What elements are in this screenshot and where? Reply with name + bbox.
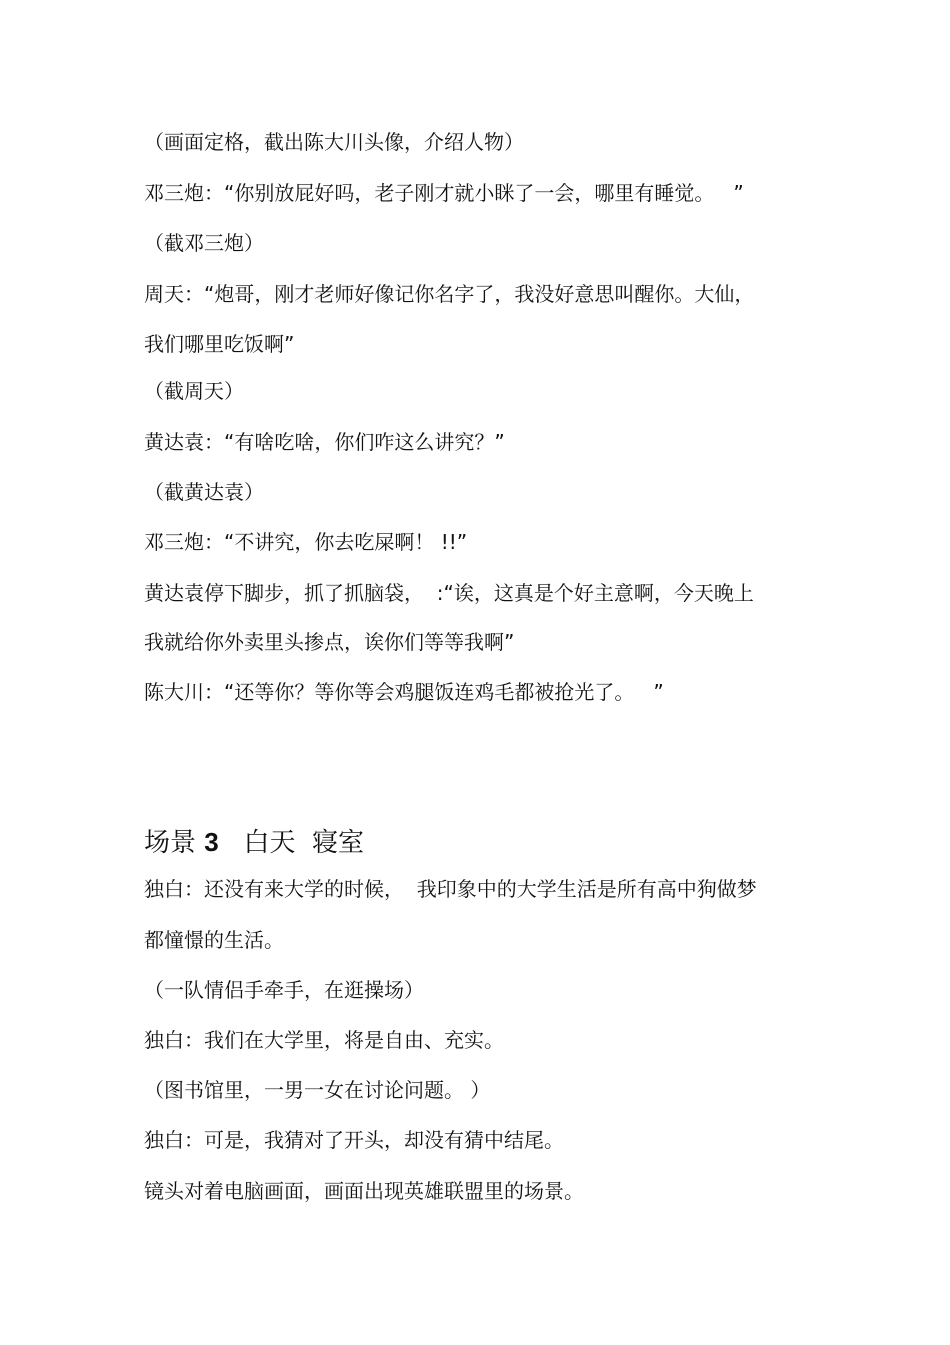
dialogue-line: 邓三炮：“你别放屁好吗，老子刚才就小眯了一会，哪里有睡觉。 ” [144,181,744,205]
scene-heading-number: 3 [204,827,219,857]
stage-direction: （一队情侣手牵手，在逛操场） [144,978,424,1002]
dialogue-line: 周天：“炮哥，刚才老师好像记你名字了，我没好意思叫醒你。大仙， [144,282,755,306]
stage-direction: （画面定格，截出陈大川头像，介绍人物） [144,130,524,154]
action-line: 镜头对着电脑画面，画面出现英雄联盟里的场景。 [144,1179,584,1203]
stage-direction: （截黄达袁） [144,480,264,504]
dialogue-line-continued: 我们哪里吃饭啊” [144,332,295,356]
scene-heading-prefix: 场景 [144,828,205,858]
monologue-line-continued: 都憧憬的生活。 [144,928,284,952]
action-line: 黄达袁停下脚步，抓了抓脑袋， :“诶，这真是个好主意啊，今天晚上 [144,581,754,605]
scene-heading [144,825,364,860]
stage-direction: （截邓三炮） [144,231,264,255]
action-line-continued: 我就给你外卖里头掺点，诶你们等等我啊” [144,630,515,654]
stage-direction: （图书馆里，一男一女在讨论问题。 ） [144,1078,491,1102]
dialogue-line: 邓三炮：“不讲究，你去吃屎啊！ !!” [144,530,468,554]
dialogue-line: 陈大川：“还等你？等你等会鸡腿饭连鸡毛都被抢光了。 ” [144,680,664,704]
monologue-line: 独白：可是，我猜对了开头，却没有猜中结尾。 [144,1128,564,1152]
dialogue-line: 黄达袁：“有啥吃啥，你们咋这么讲究？” [144,430,505,454]
monologue-line: 独白：我们在大学里，将是自由、充实。 [144,1028,504,1052]
stage-direction: （截周天） [144,379,244,403]
scene-heading-rest: 白天 寝室 [218,828,365,858]
monologue-line: 独白：还没有来大学的时候， 我印象中的大学生活是所有高中狗做梦 [144,877,757,901]
